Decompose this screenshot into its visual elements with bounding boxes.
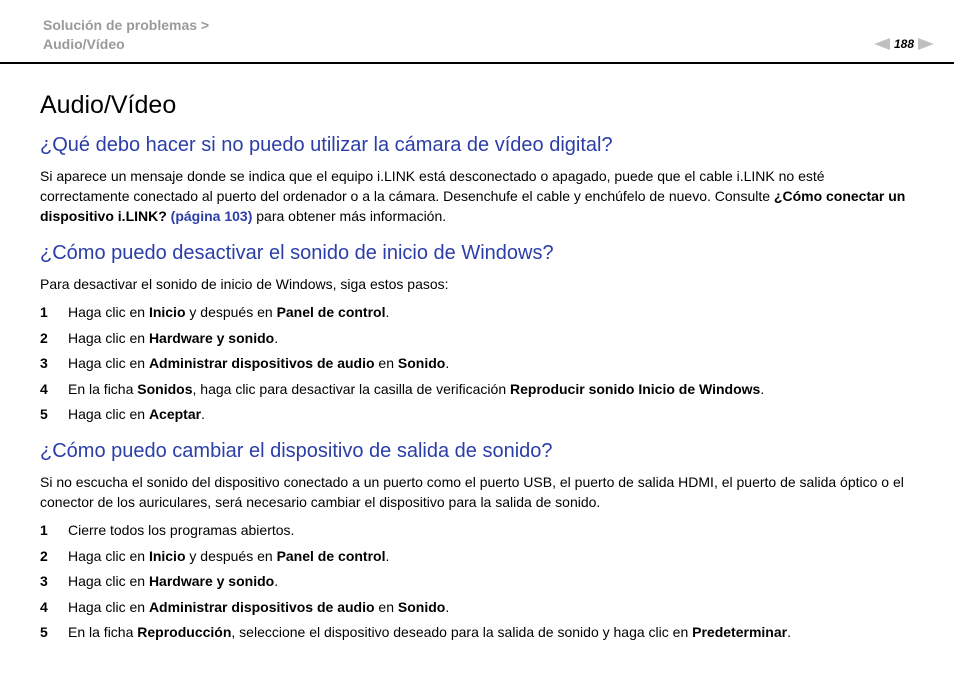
list-item <box>40 302 910 322</box>
paragraph-text-end: para obtener más información. <box>252 208 447 224</box>
previous-page-arrow-icon[interactable] <box>874 38 890 50</box>
section-output-device-intro: Si no escucha el sonido del dispositivo conectado a un puerto como el puerto USB, el puerto de salida HDMI, el puerto de salida óptico o el conector de los auriculares, será necesario cambiar el dispositivo para la salida de sonido. <box>40 474 904 510</box>
list-item <box>40 404 910 424</box>
list-item <box>40 379 910 399</box>
step-number: 3 <box>40 573 48 589</box>
paragraph-text: Si aparece un mensaje donde se indica que el equipo i.LINK está desconectado o apagado, puede que el cable i.LINK no esté correctamente conectado al puerto del ordenador o a la cámara. Desenchufe el cable y enchúfelo de nuevo. Consulte <box>40 168 825 204</box>
next-page-arrow-icon[interactable] <box>918 38 934 50</box>
breadcrumb-parent[interactable]: Solución de problemas > <box>43 17 210 33</box>
breadcrumb <box>43 16 209 54</box>
step-text: En la ficha Sonidos, haga clic para desactivar la casilla de verificación Reproducir sonido Inicio de Windows. <box>68 380 765 397</box>
startup-sound-steps <box>40 302 910 424</box>
step-number: 2 <box>40 329 48 346</box>
section-camera-paragraph <box>40 166 910 226</box>
list-item <box>40 328 910 348</box>
section-heading-camera: ¿Qué debo hacer si no puedo utilizar la cámara de vídeo digital? <box>40 134 613 156</box>
step-text: Haga clic en Hardware y sonido. <box>68 573 279 589</box>
step-text: Haga clic en Inicio y después en Panel de control. <box>68 304 390 320</box>
step-number: 3 <box>40 355 48 371</box>
output-device-steps <box>40 520 910 642</box>
breadcrumb-current: Audio/Vídeo <box>43 36 125 52</box>
list-item <box>40 353 910 373</box>
step-text: Haga clic en Administrar dispositivos de audio en Sonido. <box>68 598 450 615</box>
section-startup-sound-intro: Para desactivar el sonido de inicio de Windows, siga estos pasos: <box>40 276 449 292</box>
section-heading-startup-sound: ¿Cómo puedo desactivar el sonido de inicio de Windows? <box>40 242 554 264</box>
list-item <box>40 622 910 642</box>
paragraph-bold-reference: ¿Cómo conectar un dispositivo i.LINK? <box>40 188 906 224</box>
list-item <box>40 520 910 540</box>
step-number: 1 <box>40 304 48 320</box>
step-number: 2 <box>40 547 48 564</box>
page-number: 188 <box>893 37 914 51</box>
page-title: Audio/Vídeo <box>40 91 177 119</box>
section-heading-output-device: ¿Cómo puedo cambiar el dispositivo de salida de sonido? <box>40 440 553 462</box>
step-text: Haga clic en Aceptar. <box>68 406 205 422</box>
header-divider <box>0 62 954 64</box>
list-item <box>40 546 910 566</box>
step-number: 4 <box>40 598 48 615</box>
step-number: 4 <box>40 380 48 397</box>
step-text: Haga clic en Administrar dispositivos de audio en Sonido. <box>68 355 450 371</box>
step-text: Cierre todos los programas abiertos. <box>68 522 295 538</box>
page-navigator <box>874 37 934 51</box>
list-item <box>40 597 910 617</box>
list-item <box>40 571 910 591</box>
step-number: 1 <box>40 522 48 538</box>
page-content <box>40 88 910 656</box>
step-text: Haga clic en Inicio y después en Panel de control. <box>68 547 390 564</box>
step-text: Haga clic en Hardware y sonido. <box>68 329 279 346</box>
step-text: En la ficha Reproducción, seleccione el dispositivo deseado para la salida de sonido y haga clic en Predeterminar. <box>68 624 791 640</box>
step-number: 5 <box>40 406 48 422</box>
step-number: 5 <box>40 624 48 640</box>
page-reference-link[interactable]: (página 103) <box>170 208 253 224</box>
